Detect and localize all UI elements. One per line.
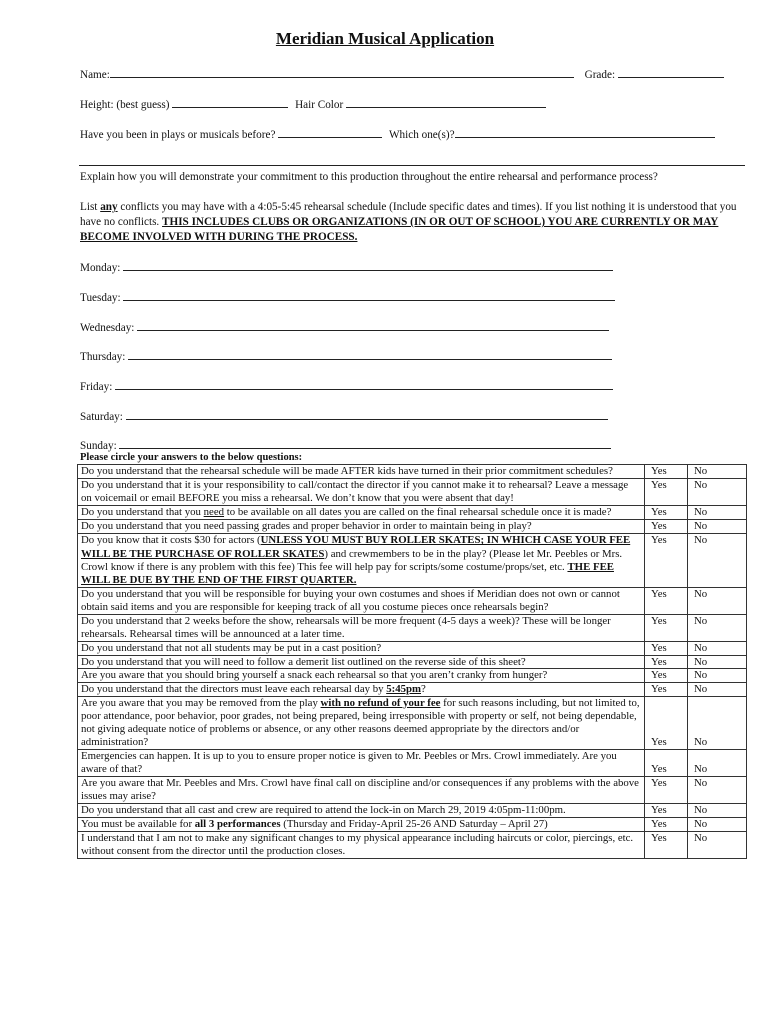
no-option[interactable]: No [688, 832, 747, 859]
question-text-part: ) and crewmembers to be in the play? (Please let Mr. Peebles or Mrs. Crowl know if there is any problem with this fee) This fee will help pay for scripts/some costume/props/set, etc. [81, 547, 623, 573]
conflicts-intro-text: List [80, 201, 101, 213]
question-text: I understand that I am not to make any significant changes to my physical appearance including haircuts or color, piercings, etc. without consent from the director until the production closes. [78, 832, 645, 859]
question-emphasis: with no refund of your fee [320, 696, 441, 709]
table-row [78, 683, 747, 697]
plays-field[interactable] [278, 126, 382, 138]
table-row [78, 479, 747, 506]
answer-line[interactable] [79, 165, 745, 166]
question-text [78, 696, 645, 749]
table-row [78, 506, 747, 520]
day-label: Thursday: [80, 351, 126, 363]
no-option[interactable]: No [688, 804, 747, 818]
question-text: Emergencies can happen. It is up to you to ensure proper notice is given to Mr. Peebles or Mrs. Crowl immediately. Are you aware of that? [78, 749, 645, 776]
conflicts-intro-text: conflicts you may have with a 4:05-5:45 rehearsal schedule (Include specific dates and times). If you list nothing it is understood that you have no conflicts. [80, 201, 737, 228]
yes-option[interactable]: Yes [645, 804, 688, 818]
table-row [78, 818, 747, 832]
day-row-wednesday [80, 319, 609, 335]
table-row [78, 777, 747, 804]
grade-label: Grade: [584, 69, 616, 81]
question-emphasis: UNLESS YOU MUST BUY ROLLER SKATES; IN WHICH CASE YOUR FEE WILL BE THE PURCHASE OF ROLLER SKATES [81, 534, 631, 560]
question-text: Do you understand that it is your responsibility to call/contact the director if you cannot make it to rehearsal? Leave a message on voicemail or email BEFORE you miss a rehearsal. We don’t know that you were absent that day! [78, 479, 645, 506]
no-option[interactable]: No [688, 506, 747, 520]
yes-option[interactable]: Yes [645, 749, 688, 776]
question-text: Are you aware that you should bring yourself a snack each rehearsal so that you aren’t cranky from hunger? [78, 669, 645, 683]
table-row [78, 534, 747, 587]
height-field[interactable] [172, 96, 288, 108]
question-text [78, 534, 645, 587]
yes-option[interactable]: Yes [645, 534, 688, 587]
table-row [78, 655, 747, 669]
yes-option[interactable]: Yes [645, 655, 688, 669]
table-row [78, 587, 747, 614]
no-option[interactable]: No [688, 615, 747, 642]
no-option[interactable]: No [688, 655, 747, 669]
conflicts-intro [80, 200, 744, 245]
day-row-tuesday [80, 289, 615, 305]
question-text-part: for such reasons including, but not limited to, poor attendance, poor behavior, poor grades, not being prepared, being irresponsible with property or self, not being dependable, not giving adequate notice of problems or absence, or any other reasons deemed appropriate by the directors and/or administration? [81, 696, 640, 748]
question-text: Do you understand that you need passing grades and proper behavior in order to maintain being in play? [78, 520, 645, 534]
day-row-thursday [80, 348, 612, 364]
table-row [78, 832, 747, 859]
day-field[interactable] [123, 289, 615, 301]
grade-field[interactable] [618, 66, 724, 78]
conflicts-intro-warning: THIS INCLUDES CLUBS OR ORGANIZATIONS (IN OR OUT OF SCHOOL) YOU ARE CURRENTLY OR MAY BECOME INVOLVED WITH DURING THE PROCESS. [80, 216, 719, 243]
day-label: Wednesday: [80, 322, 135, 334]
question-text [78, 683, 645, 697]
no-option[interactable]: No [688, 669, 747, 683]
day-label: Monday: [80, 262, 121, 274]
question-text-part: Do you understand that the directors must leave each rehearsal day by [81, 683, 387, 695]
plays-label: Have you been in plays or musicals before? [80, 129, 276, 141]
height-hair-row [80, 96, 546, 112]
no-option[interactable]: No [688, 777, 747, 804]
hair-color-label: Hair Color [295, 99, 344, 111]
question-text-part: to be available on all dates you are called on the final rehearsal schedule once it is made? [224, 506, 612, 519]
day-field[interactable] [119, 437, 611, 449]
commitment-prompt: Explain how you will demonstrate your commitment to this production throughout the entire rehearsal and performance process? [80, 171, 658, 183]
questions-table [77, 464, 747, 859]
day-row-sunday [80, 437, 611, 453]
hair-color-field[interactable] [346, 96, 546, 108]
table-row [78, 615, 747, 642]
day-field[interactable] [115, 378, 613, 390]
no-option[interactable]: No [688, 749, 747, 776]
table-row [78, 669, 747, 683]
yes-option[interactable]: Yes [645, 683, 688, 697]
question-text: Do you understand that not all students may be put in a cast position? [78, 642, 645, 656]
question-emphasis: need [203, 506, 225, 519]
instructions: Please circle your answers to the below questions: [80, 452, 303, 463]
no-option[interactable]: No [688, 479, 747, 506]
day-field[interactable] [137, 319, 609, 331]
page-title: Meridian Musical Application [275, 29, 495, 48]
yes-option[interactable]: Yes [645, 669, 688, 683]
question-text: Do you understand that the rehearsal schedule will be made AFTER kids have turned in their prior commitment schedules? [78, 465, 645, 479]
day-label: Sunday: [80, 440, 117, 452]
name-label: Name: [80, 69, 110, 81]
day-label: Saturday: [80, 411, 123, 423]
which-label: Which one(s)? [389, 129, 455, 141]
day-label: Friday: [80, 381, 113, 393]
no-option[interactable]: No [688, 534, 747, 587]
day-field[interactable] [126, 408, 608, 420]
yes-option[interactable]: Yes [645, 696, 688, 749]
question-text-part: Do you understand that you [81, 506, 204, 519]
question-text [78, 818, 645, 832]
table-row [78, 749, 747, 776]
table-row [78, 642, 747, 656]
table-row [78, 804, 747, 818]
no-option[interactable]: No [688, 683, 747, 697]
question-text-part: Are you aware that you may be removed from the play [81, 696, 321, 709]
table-row [78, 465, 747, 479]
no-option[interactable]: No [688, 642, 747, 656]
yes-option[interactable]: Yes [645, 465, 688, 479]
which-field[interactable] [455, 126, 715, 138]
question-text: Do you understand that you will be responsible for buying your own costumes and shoes if Meridian does not own or cannot obtain said items and you are responsible for keeping track of all you costume pieces once rehearsals begin? [78, 587, 645, 614]
question-emphasis: THE FEE WILL BE DUE BY THE END OF THE FIRST QUARTER. [81, 560, 614, 586]
plays-row [80, 126, 715, 142]
yes-option[interactable]: Yes [645, 506, 688, 520]
day-row-monday [80, 259, 613, 275]
conflicts-intro-emphasis: any [100, 201, 118, 213]
day-field[interactable] [128, 348, 612, 360]
question-text: Are you aware that Mr. Peebles and Mrs. Crowl have final call on discipline and/or consequences if any problems with the above issues may arise? [78, 777, 645, 804]
name-field[interactable] [110, 66, 574, 78]
table-row [78, 696, 747, 749]
yes-option[interactable]: Yes [645, 520, 688, 534]
no-option[interactable]: No [688, 587, 747, 614]
no-option[interactable]: No [688, 818, 747, 832]
name-grade-row [80, 66, 724, 82]
day-field[interactable] [123, 259, 613, 271]
table-row [78, 520, 747, 534]
day-row-saturday [80, 408, 608, 424]
no-option[interactable]: No [688, 465, 747, 479]
day-row-friday [80, 378, 613, 394]
yes-option[interactable]: Yes [645, 818, 688, 832]
question-text-part: You must be available for [81, 818, 195, 831]
no-option[interactable]: No [688, 696, 747, 749]
yes-option[interactable]: Yes [645, 479, 688, 506]
question-text [78, 506, 645, 520]
yes-option[interactable]: Yes [645, 642, 688, 656]
height-label: Height: (best guess) [80, 99, 170, 111]
question-emphasis: 5:45pm [386, 683, 421, 695]
yes-option[interactable]: Yes [645, 832, 688, 859]
question-text-part: (Thursday and Friday-April 25-26 AND Saturday – April 27) [280, 818, 548, 831]
yes-option[interactable]: Yes [645, 777, 688, 804]
question-emphasis: all 3 performances [194, 818, 281, 831]
question-text: Do you understand that all cast and crew are required to attend the lock-in on March 29, 2019 4:05pm-11:00pm. [78, 804, 645, 818]
question-text-part: ? [421, 683, 426, 695]
question-text-part: Do you know that it costs $30 for actors ( [81, 534, 261, 547]
yes-option[interactable]: Yes [645, 587, 688, 614]
question-text: Do you understand that you will need to follow a demerit list outlined on the reverse side of this sheet? [78, 655, 645, 669]
day-label: Tuesday: [80, 292, 121, 304]
question-text: Do you understand that 2 weeks before the show, rehearsals will be more frequent (4-5 days a week)? These will be longer rehearsals. Rehearsal times will be announced at a later time. [78, 615, 645, 642]
yes-option[interactable]: Yes [645, 615, 688, 642]
no-option[interactable]: No [688, 520, 747, 534]
